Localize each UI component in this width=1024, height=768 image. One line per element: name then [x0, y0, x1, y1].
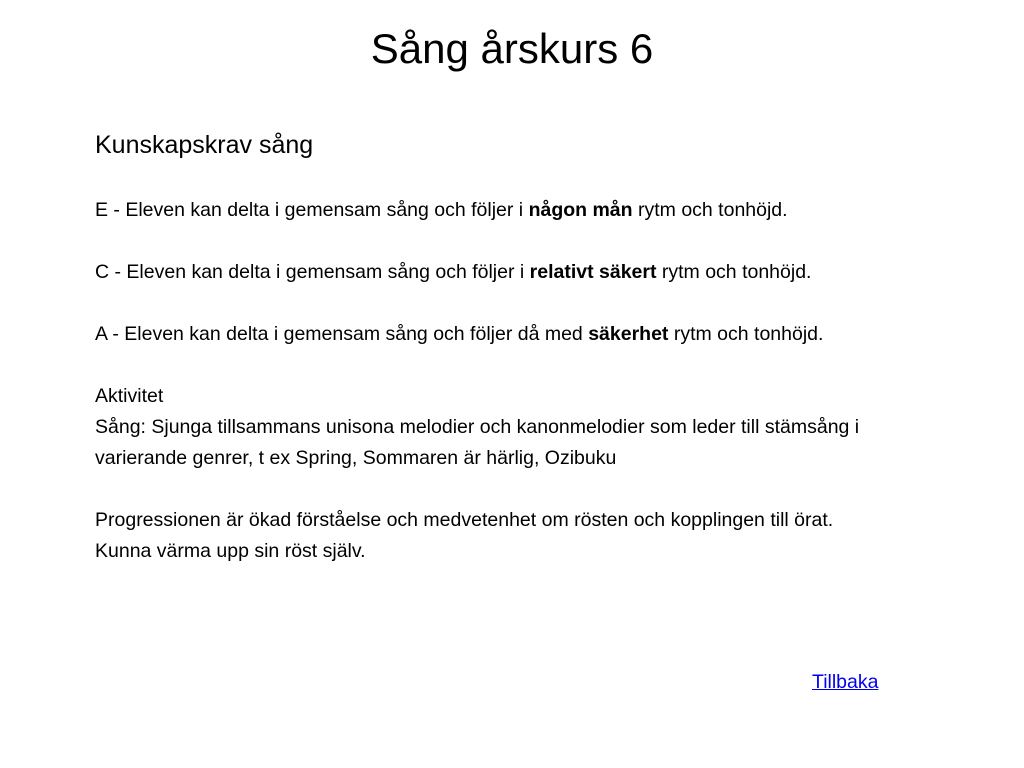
- criterion-c-tail: rytm och tonhöjd.: [656, 261, 812, 283]
- slide-content: [95, 126, 955, 567]
- criterion-c-text: C - Eleven kan delta i gemensam sång och följer i: [95, 261, 530, 283]
- criterion-c: [95, 257, 955, 288]
- criterion-a-tail: rytm och tonhöjd.: [668, 323, 824, 345]
- criterion-a: [95, 319, 955, 350]
- criterion-e-tail: rytm och tonhöjd.: [632, 199, 788, 221]
- criterion-c-emphasis: relativt säkert: [529, 261, 657, 283]
- criterion-e: [95, 195, 955, 226]
- section-heading: Kunskapskrav sång: [95, 131, 314, 159]
- page-title: Sång årskurs 6: [370, 25, 654, 72]
- criterion-e-emphasis: någon mån: [528, 199, 633, 221]
- criterion-a-text: A - Eleven kan delta i gemensam sång och följer då med: [95, 323, 589, 345]
- activity-heading: Aktivitet: [95, 385, 164, 407]
- criterion-a-emphasis: säkerhet: [588, 323, 669, 345]
- activity-text: Sång: Sjunga tillsammans unisona melodier och kanonmelodier som leder till stämsång i varierande genrer, t ex Spring, Sommaren är härlig, Ozibuku: [95, 416, 860, 469]
- criterion-e-text: E - Eleven kan delta i gemensam sång och följer i: [95, 199, 529, 221]
- back-link[interactable]: Tillbaka: [812, 671, 879, 693]
- progression-text: Progressionen är ökad förståelse och medvetenhet om rösten och kopplingen till örat.: [95, 509, 834, 531]
- warmup-text: Kunna värma upp sin röst själv.: [95, 540, 366, 562]
